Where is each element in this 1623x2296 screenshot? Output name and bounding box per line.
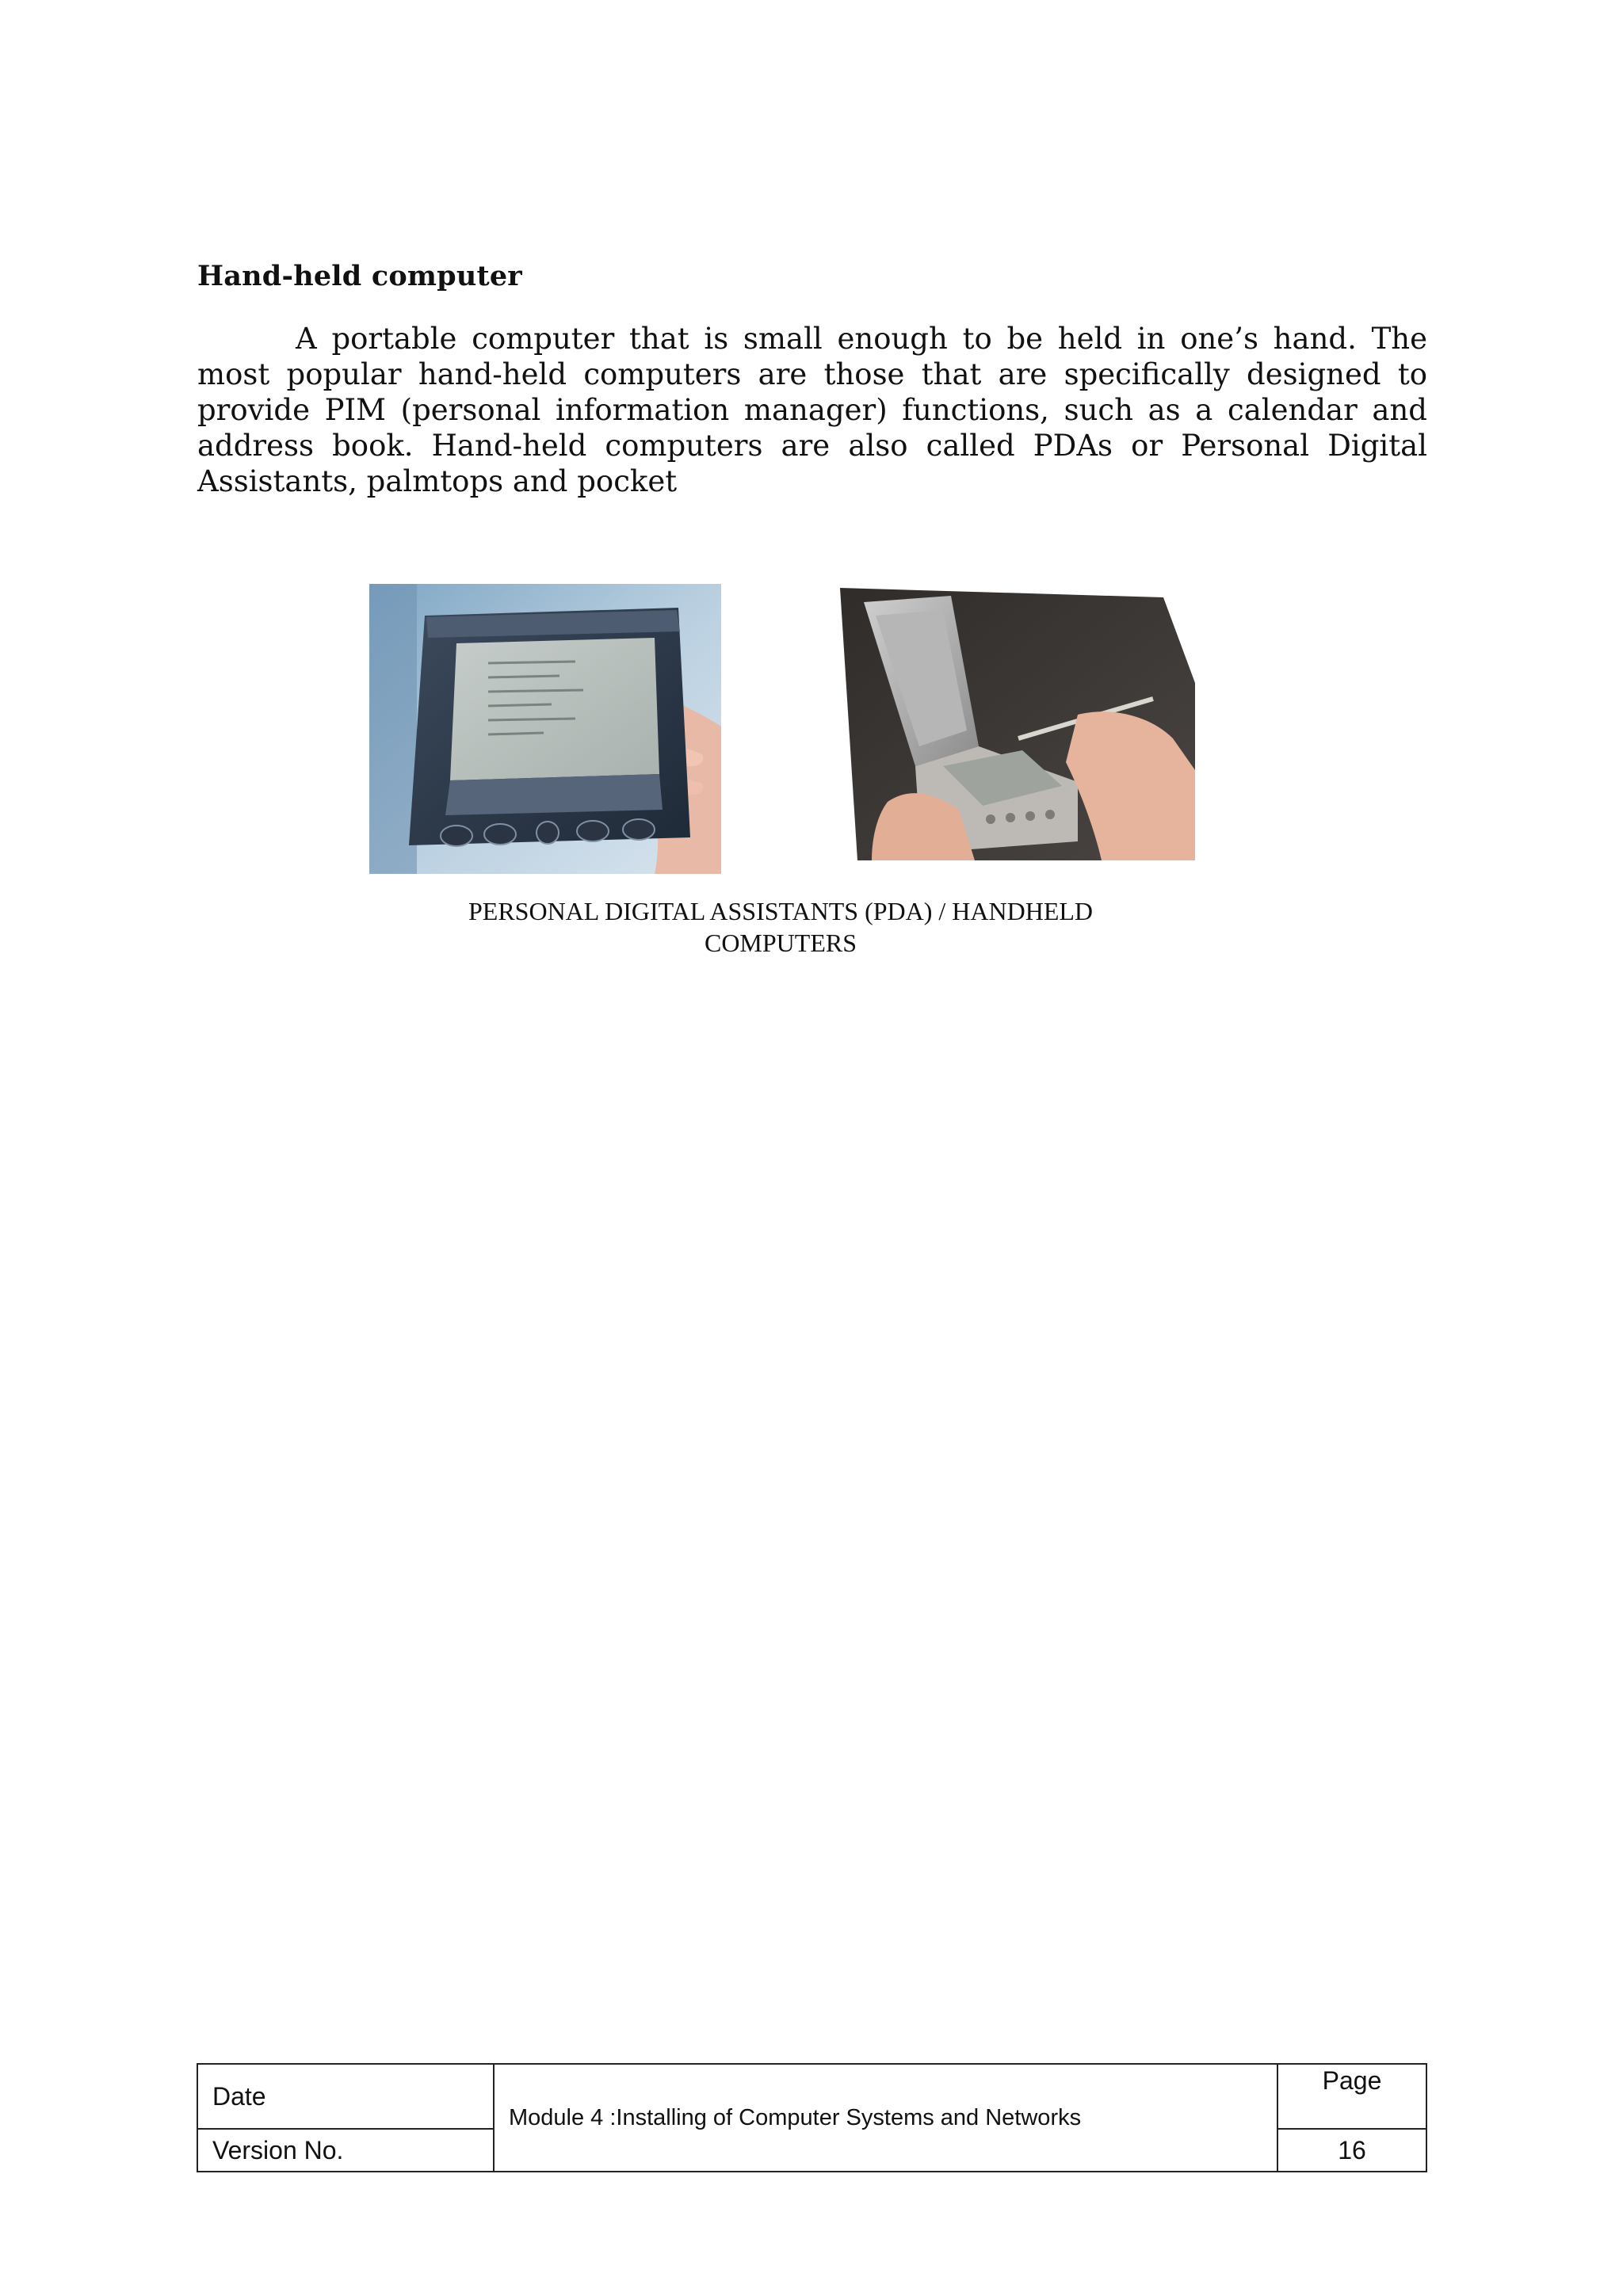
- pda-photo-left: [369, 584, 721, 874]
- footer-page-label: Page: [1277, 2064, 1426, 2129]
- footer-version-label: Version No.: [197, 2129, 494, 2172]
- footer-table: [197, 2063, 1427, 2172]
- footer-date-label: Date: [197, 2064, 494, 2129]
- section-heading: Hand-held computer: [197, 260, 522, 292]
- figure-caption: [380, 895, 1181, 959]
- figure-caption-line2: COMPUTERS: [704, 929, 857, 957]
- pda-photo-right: [840, 588, 1195, 860]
- footer-page-number: 16: [1277, 2129, 1426, 2172]
- section-paragraph: A portable computer that is small enough to be held in one’s hand. The most popular hand-held computers are those that are specifically designed to provide PIM (personal information manager) functions, such as a calendar and address book. Hand-held computers are also called PDAs or Personal Digital Assistants, palmtops and pocket: [197, 322, 1427, 498]
- footer-module-title: Module 4 :Installing of Computer Systems and Networks: [494, 2064, 1277, 2172]
- figure-caption-line1: PERSONAL DIGITAL ASSISTANTS (PDA) / HANDHELD: [468, 897, 1094, 925]
